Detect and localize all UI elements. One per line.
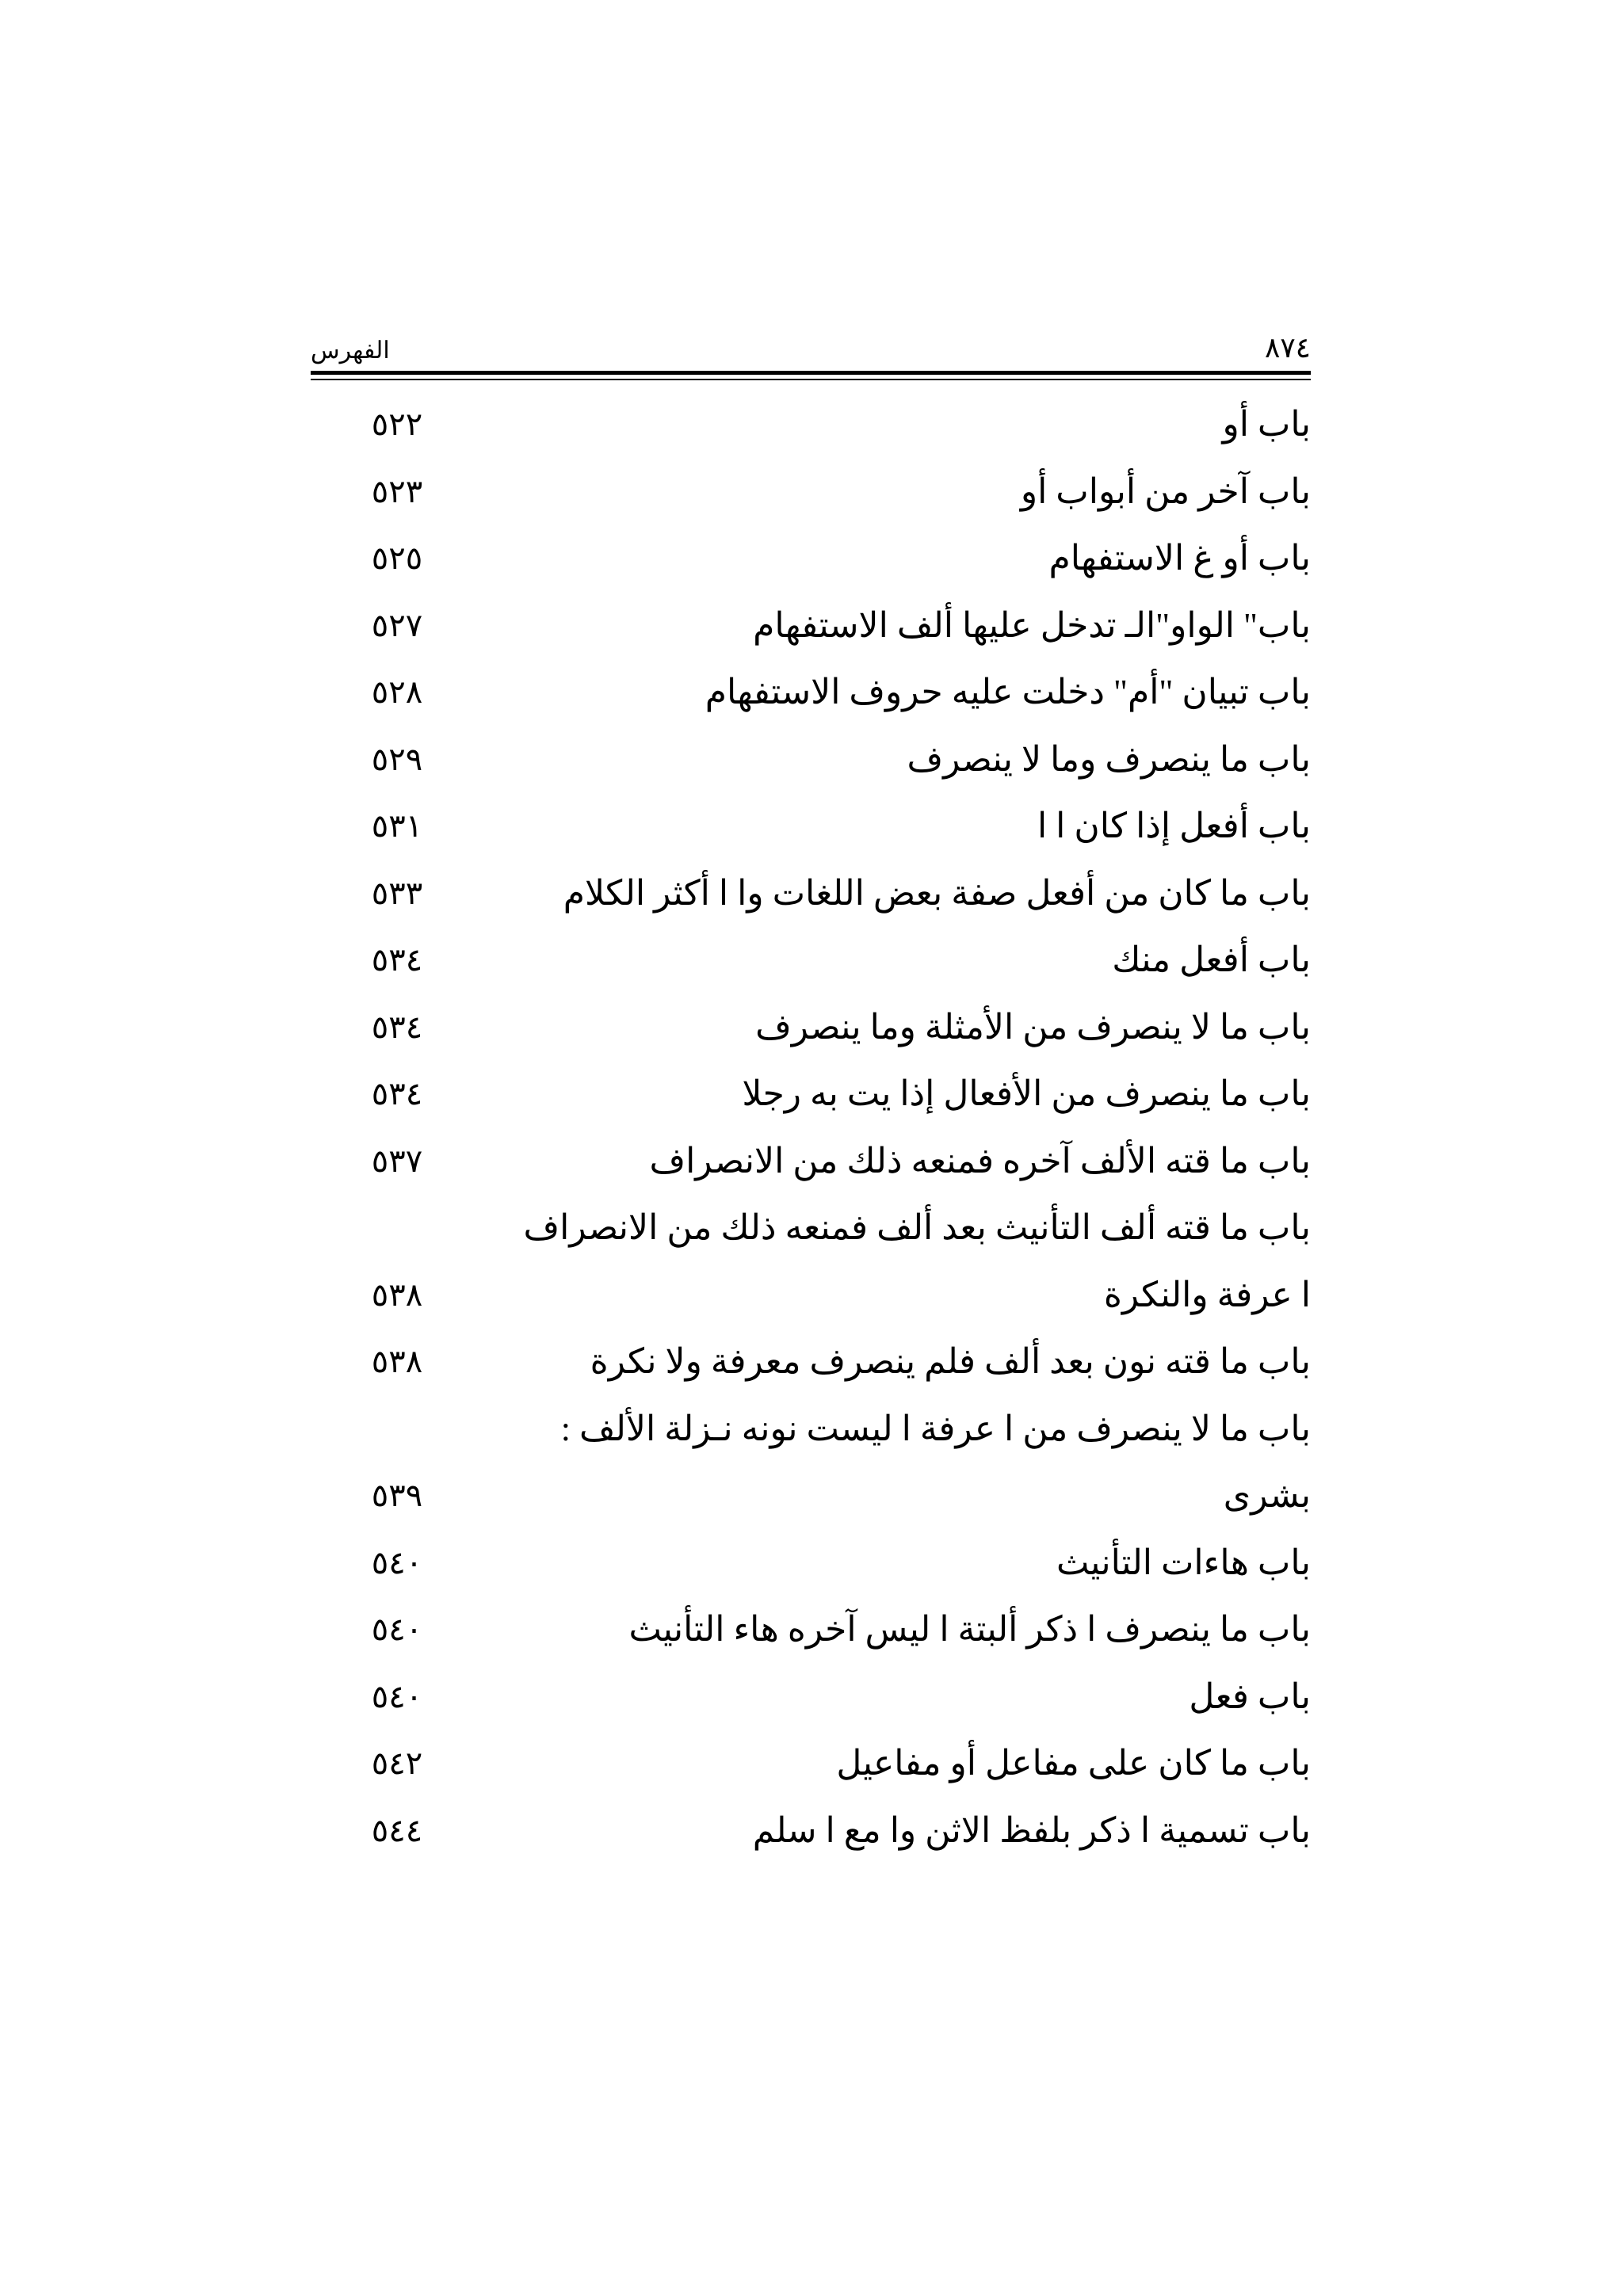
- toc-row: [311, 1662, 1311, 1730]
- entry-page: ٥٣٤: [371, 1009, 423, 1046]
- toc-row: [311, 524, 1311, 591]
- entry-title: باب ما لا ينصرف من ا عرفة ا ليست نونه نـزلة الألف :: [560, 1409, 1311, 1448]
- entry-page: ٥٣٤: [371, 942, 423, 978]
- toc-row: [311, 791, 1311, 859]
- toc-row: [311, 457, 1311, 524]
- entry-title: باب ما كان على مفاعل أو مفاعيل: [836, 1744, 1311, 1783]
- header-rule-thick: [311, 371, 1311, 375]
- entry-title: باب ما قته ألف التأنيث بعد ألف فمنعه ذلك من الانصراف: [523, 1208, 1311, 1247]
- entry-page: ٥٣٣: [371, 875, 423, 912]
- toc-row: [311, 390, 1311, 457]
- entry-title: باب ما لا ينصرف من الأمثلة وما ينصرف: [755, 1007, 1311, 1047]
- toc-row: [311, 1461, 1311, 1528]
- entry-page: ٥٢٥: [371, 540, 423, 577]
- entry-title: باب ما قته الألف آخره فمنعه ذلك من الانصراف: [649, 1141, 1311, 1180]
- entry-page: ٥٤٠: [371, 1544, 423, 1581]
- toc-row: [311, 1595, 1311, 1662]
- entry-page: ٥٤٤: [371, 1812, 423, 1849]
- entry-page: ٥٣٧: [371, 1142, 423, 1180]
- entry-title: باب ما ينصرف من الأفعال إذا يت به رجلا: [742, 1074, 1311, 1113]
- toc-row: [311, 1059, 1311, 1127]
- entry-page: ٥٢٨: [371, 674, 423, 711]
- entry-title: باب فعل: [1189, 1676, 1311, 1716]
- entry-page: ٥٢٩: [371, 741, 423, 778]
- entry-title: باب ما قته نون بعد ألف فلم ينصرف معرفة ولا نكرة: [590, 1342, 1311, 1381]
- running-header: [311, 317, 1311, 364]
- entry-page: ٥٢٢: [371, 406, 423, 443]
- entry-page: ٥٤٠: [371, 1611, 423, 1648]
- toc-row: [311, 1127, 1311, 1194]
- toc-row: [311, 1327, 1311, 1394]
- entry-title: باب أفعل منك: [1112, 940, 1311, 979]
- toc-row: [311, 859, 1311, 926]
- section-title: الفهرس: [311, 338, 390, 364]
- entry-page: ٥٢٣: [371, 473, 423, 510]
- entry-title: باب أفعل إذا كان ا ا: [1037, 807, 1311, 845]
- entry-page: ٥٣٩: [371, 1478, 423, 1514]
- entry-page: ٥٣٨: [371, 1344, 423, 1380]
- toc-row: [311, 1796, 1311, 1863]
- entry-title: باب آخر من أبواب أو: [1020, 471, 1311, 511]
- entry-page: ٥٣٨: [371, 1276, 423, 1314]
- entry-title: ا عرفة والنكرة: [1103, 1275, 1311, 1314]
- toc-row: [311, 591, 1311, 658]
- entry-page: ٥٢٧: [371, 607, 423, 644]
- entry-title: بشرى: [1223, 1476, 1311, 1515]
- toc-row: [311, 725, 1311, 792]
- toc-row: [311, 658, 1311, 725]
- page-number: ٨٧٤: [1264, 332, 1311, 364]
- entry-title: باب ما ينصرف ا ذكر ألبتة ا ليس آخره هاء التأنيث: [628, 1610, 1311, 1649]
- entry-page: ٥٣٤: [371, 1076, 423, 1112]
- entry-title: باب هاءات التأنيث: [1056, 1543, 1311, 1582]
- entry-title: باب ما كان من أفعل صفة بعض اللغات وا ا أكثر الكلام: [563, 873, 1311, 913]
- entry-title: باب أو: [1222, 405, 1311, 444]
- entry-title: باب تبيان "أم" دخلت عليه حروف الاستفهام: [705, 673, 1311, 711]
- entry-title: باب" الواو"الـ تدخل عليها ألف الاستفهام: [753, 605, 1311, 645]
- entry-page: ٥٤٠: [371, 1678, 423, 1715]
- entry-page: ٥٤٢: [371, 1745, 423, 1782]
- entry-title: باب أو غ الاستفهام: [1048, 539, 1311, 578]
- toc-row: [311, 1261, 1311, 1328]
- toc-row: [311, 925, 1311, 993]
- toc-row: [311, 1729, 1311, 1796]
- toc-row: [311, 1528, 1311, 1596]
- entry-page: ٥٣١: [371, 808, 423, 845]
- toc-row: [311, 1193, 1311, 1261]
- toc-row: [311, 993, 1311, 1060]
- entry-title: باب تسمية ا ذكر بلفظ الاثن وا مع ا سلم: [752, 1810, 1311, 1850]
- toc-row: [311, 1394, 1311, 1462]
- header-rule-thin: [311, 379, 1311, 380]
- entry-title: باب ما ينصرف وما لا ينصرف: [907, 739, 1311, 779]
- table-of-contents: [311, 390, 1311, 1863]
